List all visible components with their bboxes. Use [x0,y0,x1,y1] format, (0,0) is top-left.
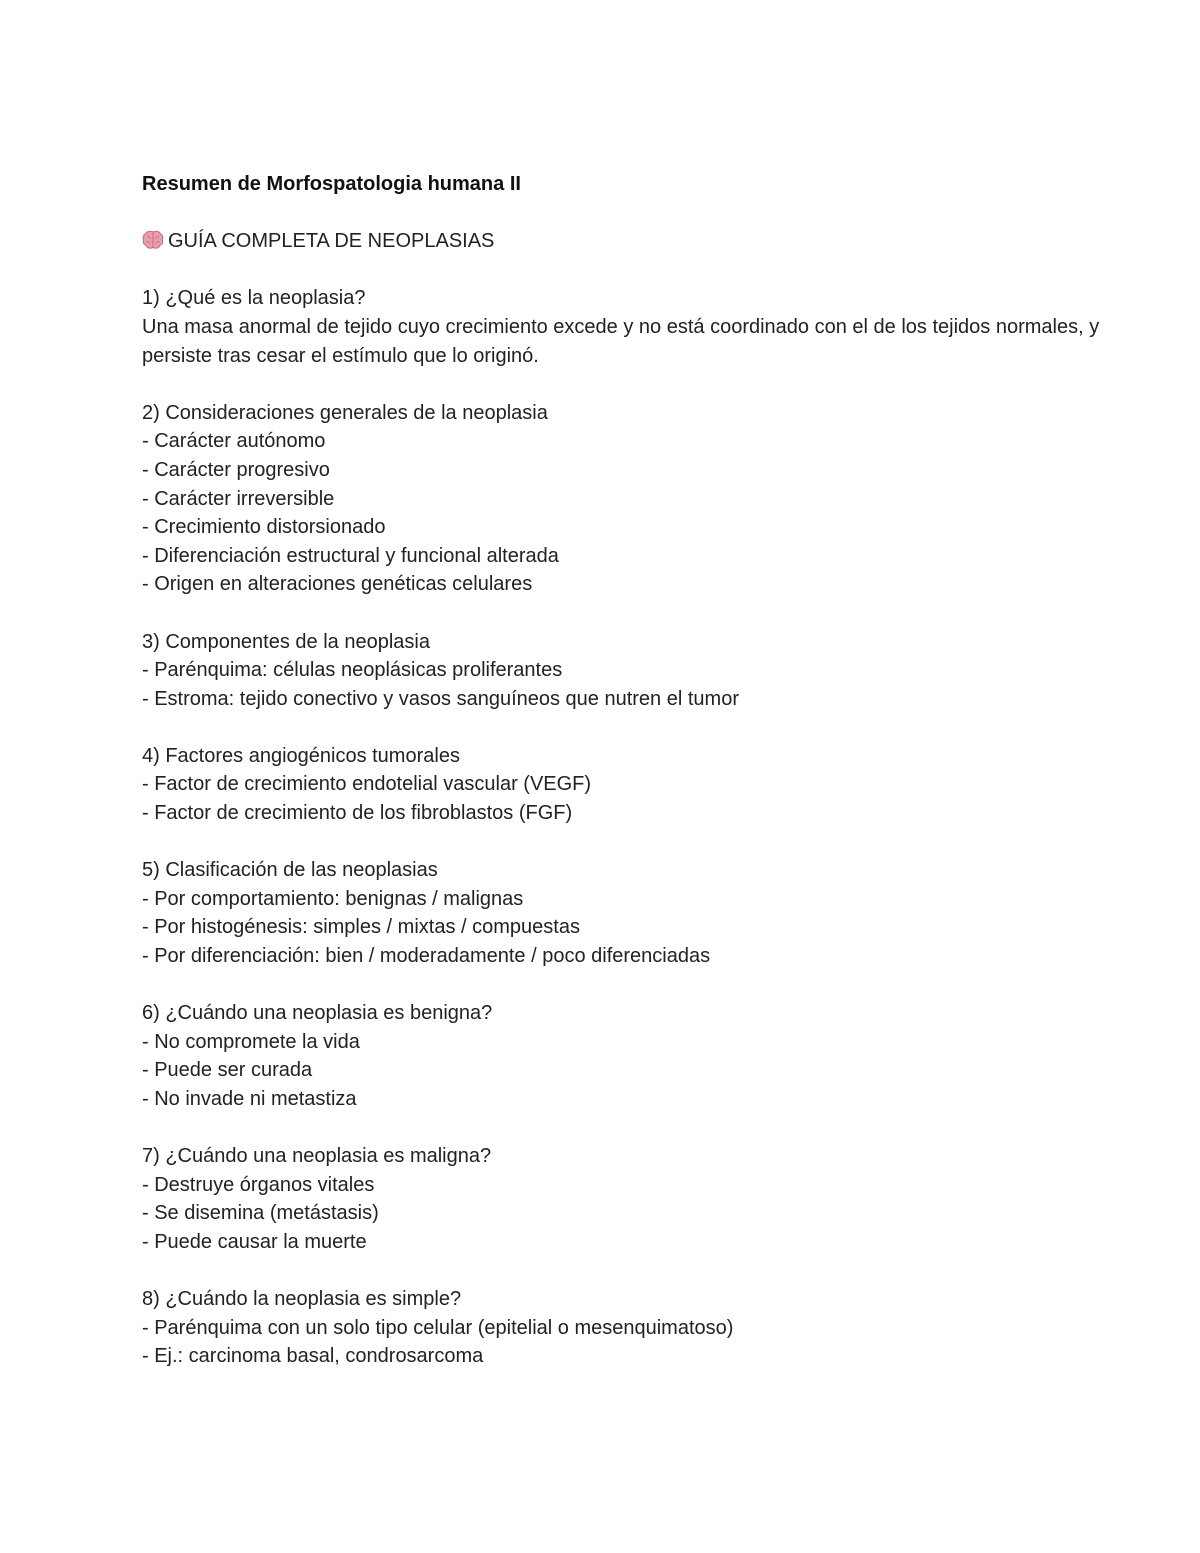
spacer [142,1114,1102,1143]
section-heading: 4) Factores angiogénicos tumorales [142,744,460,767]
list-item: - Carácter autónomo [142,430,326,453]
list-item: - Factor de crecimiento de los fibroblastos (FGF) [142,802,573,825]
list-item: - Diferenciación estructural y funcional alterada [142,544,559,567]
spacer [142,971,1102,1000]
guide-title-line [142,227,1102,256]
spacer [142,370,1102,399]
section-2 [142,399,1102,599]
list-item: - No compromete la vida [142,1030,360,1053]
section-heading: 6) ¿Cuándo una neoplasia es benigna? [142,1002,493,1025]
guide-title: GUÍA COMPLETA DE NEOPLASIAS [168,230,495,253]
brain-icon [142,230,164,250]
section-7 [142,1142,1102,1256]
spacer [142,1257,1102,1286]
section-heading: 5) Clasificación de las neoplasias [142,859,438,882]
list-item: - Origen en alteraciones genéticas celulares [142,573,533,596]
list-item: - Estroma: tejido conectivo y vasos sanguíneos que nutren el tumor [142,687,739,710]
spacer [142,199,1102,228]
list-item: - Carácter progresivo [142,458,330,481]
section-heading: 1) ¿Qué es la neoplasia? [142,287,366,310]
section-8 [142,1285,1102,1371]
section-heading: 7) ¿Cuándo una neoplasia es maligna? [142,1145,492,1168]
section-6 [142,999,1102,1113]
section-5 [142,856,1102,970]
spacer [142,828,1102,857]
spacer [142,256,1102,285]
section-heading: 2) Consideraciones generales de la neoplasia [142,401,548,424]
section-heading: 3) Componentes de la neoplasia [142,630,430,653]
section-3 [142,628,1102,714]
list-item: - Por histogénesis: simples / mixtas / compuestas [142,916,580,939]
list-item: - Por comportamiento: benignas / malignas [142,887,524,910]
list-item: - Por diferenciación: bien / moderadamente / poco diferenciadas [142,945,711,968]
list-item: - Factor de crecimiento endotelial vascular (VEGF) [142,773,592,796]
list-item: - Carácter irreversible [142,487,335,510]
list-item: - Puede causar la muerte [142,1230,367,1253]
section-heading: 8) ¿Cuándo la neoplasia es simple? [142,1288,462,1311]
list-item: - Parénquima: células neoplásicas proliferantes [142,659,563,682]
list-item: - Destruye órganos vitales [142,1173,375,1196]
list-item: - Ej.: carcinoma basal, condrosarcoma [142,1345,484,1368]
section-4 [142,742,1102,828]
document-title: Resumen de Morfospatologia humana II [142,173,521,195]
list-item: - Se disemina (metástasis) [142,1202,379,1225]
section-definition: Una masa anormal de tejido cuyo crecimiento excede y no está coordinado con el de los tejidos normales, y persiste tras cesar el estímulo que lo originó. [142,315,1105,367]
list-item: - Puede ser curada [142,1059,313,1082]
list-item: - Parénquima con un solo tipo celular (epitelial o mesenquimatoso) [142,1316,734,1339]
spacer [142,713,1102,742]
spacer [142,599,1102,628]
section-1 [142,284,1105,370]
document-page [142,170,1105,1371]
list-item: - Crecimiento distorsionado [142,516,386,539]
list-item: - No invade ni metastiza [142,1088,357,1110]
